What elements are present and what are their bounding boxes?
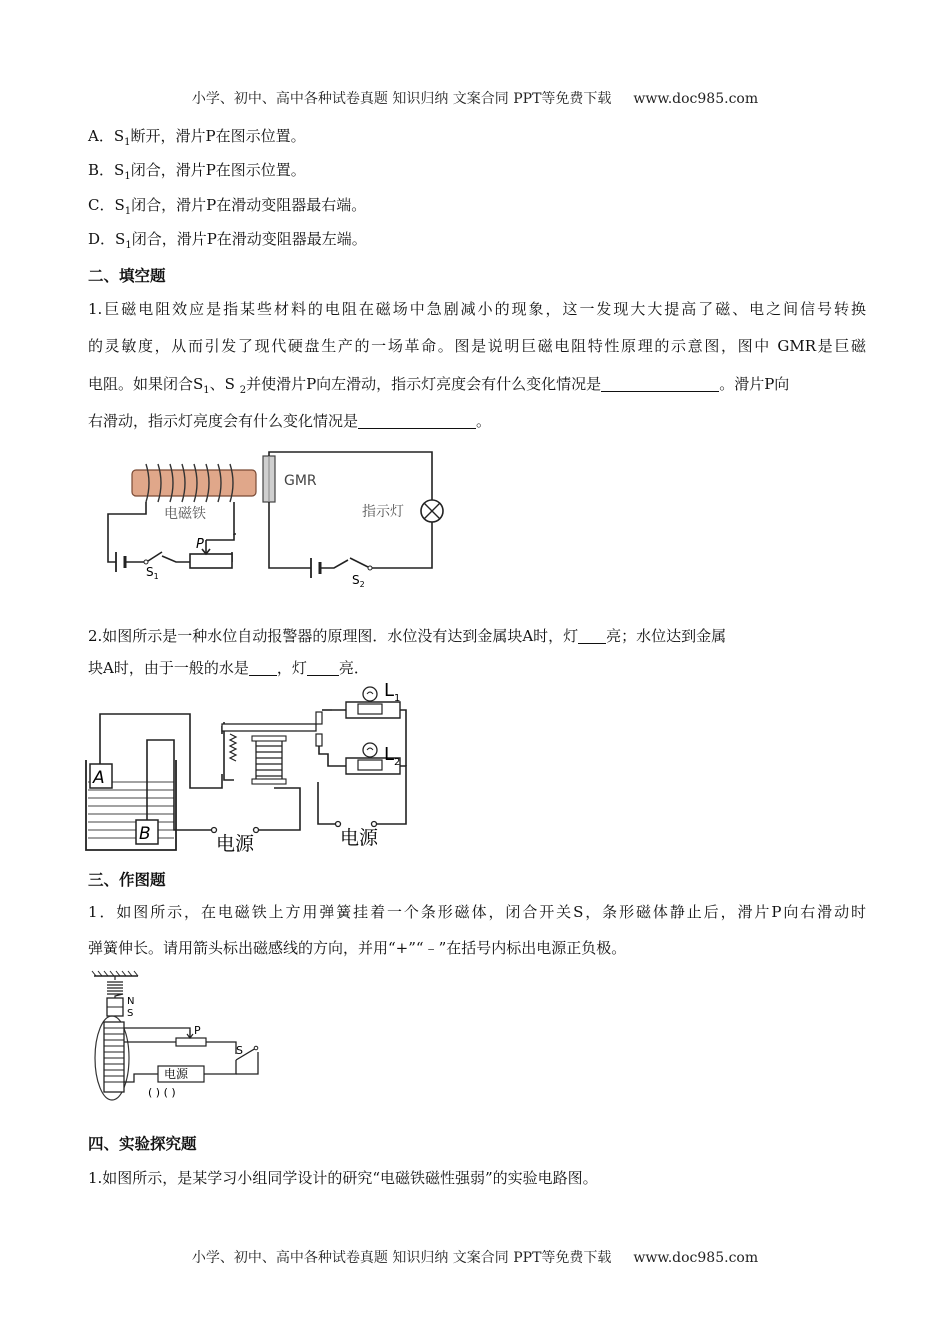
power-source-2-label: 电源 xyxy=(340,827,379,849)
slider-p-label: P xyxy=(194,1024,201,1037)
water-alarm-figure xyxy=(84,682,416,854)
answer-blank[interactable] xyxy=(249,661,277,676)
magnet-n-label: N xyxy=(127,996,135,1007)
q-fill2-line1: 2.如图所示是一种水位自动报警器的原理图．水位没有达到金属块A时，灯 亮；水位达到金属 xyxy=(88,627,727,645)
magnet-s-label: S xyxy=(127,1008,134,1019)
header-url[interactable]: www.doc985.com xyxy=(633,91,759,107)
section-experiment-title: 四、实验探究题 xyxy=(88,1135,197,1153)
lamp-label: 指示灯 xyxy=(362,504,404,520)
lamp-l2-label: $L_2$ xyxy=(384,744,401,768)
option-c: C．$S_1$闭合，滑片P在滑动变阻器最右端。 xyxy=(88,196,367,217)
footer-text: 小学、初中、高中各种试卷真题 知识归纳 文案合同 PPT等免费下载 xyxy=(191,1250,612,1266)
lamp-l1-label: $L_1$ xyxy=(384,682,401,704)
footer-url[interactable]: www.doc985.com xyxy=(633,1250,759,1266)
block-b-label: B xyxy=(139,824,151,844)
s1-label: $S_1$ xyxy=(146,565,159,581)
header-text: 小学、初中、高中各种试卷真题 知识归纳 文案合同 PPT等免费下载 xyxy=(191,91,612,107)
slider-p-label: P xyxy=(196,537,204,552)
lamp-l1-bulb xyxy=(363,687,377,701)
spring xyxy=(107,976,123,998)
answer-blank[interactable] xyxy=(358,414,476,429)
answer-blank[interactable] xyxy=(578,629,606,644)
electromagnet-core xyxy=(132,470,256,496)
answer-blank[interactable] xyxy=(601,377,719,392)
gmr-circuit-figure xyxy=(98,448,450,590)
switch-s-label: S xyxy=(236,1044,243,1057)
relay-spring xyxy=(230,734,236,761)
q-fill1-line2: 的灵敏度，从而引发了现代硬盘生产的一场革命。图是说明巨磁电阻特性原理的示意图，图中 GMR是巨磁 xyxy=(88,337,866,355)
gmr-label: GMR xyxy=(284,473,317,489)
option-a: A．$S_1$断开，滑片P在图示位置。 xyxy=(88,127,306,148)
switch-s1-pivot xyxy=(144,560,148,564)
relay-armature xyxy=(222,724,316,731)
power-label: 电源 xyxy=(164,1067,189,1081)
q-fill1-line3: 电阻。如果闭合$S_1$、S $_2$并使滑片P向左滑动，指示灯亮度会有什么变化情况是 。滑片P向 xyxy=(88,375,790,396)
option-d: D．$S_1$闭合，滑片P在滑动变阻器最左端。 xyxy=(88,230,367,251)
answer-blank[interactable] xyxy=(307,661,339,676)
q-fill1-line4: 右滑动，指示灯亮度会有什么变化情况是 。 xyxy=(88,412,492,430)
switch-s1[interactable] xyxy=(148,552,162,561)
rheostat[interactable] xyxy=(176,1038,206,1046)
rheostat[interactable] xyxy=(190,554,232,568)
q-fill2-line2: 块A时，由于一般的水是 ，灯 亮． xyxy=(88,659,369,677)
lamp-l2-bulb xyxy=(363,743,377,757)
page-footer xyxy=(0,1247,950,1267)
upper-contact xyxy=(316,712,322,724)
q-fill1-line1: 1.巨磁电阻效应是指某些材料的电阻在磁场中急剧减小的现象，这一发现大大提高了磁、电之间信号转换 xyxy=(88,300,866,318)
switch-s2[interactable] xyxy=(350,558,368,567)
option-b: B．$S_1$闭合，滑片P在图示位置。 xyxy=(88,161,306,182)
block-a-label: A xyxy=(93,768,105,788)
electromagnet-spring-figure xyxy=(86,970,268,1104)
polarity-brackets: ( ) ( ) xyxy=(148,1086,176,1099)
q-exp1-line1: 1.如图所示，是某学习小组同学设计的研究“电磁铁磁性强弱”的实验电路图。 xyxy=(88,1169,598,1187)
electromagnet-label: 电磁铁 xyxy=(164,506,206,522)
battery-1 xyxy=(116,552,125,572)
q-draw1-line2: 弹簧伸长。请用箭头标出磁感线的方向，并用“+”“﹣”在括号内标出电源正负极。 xyxy=(88,939,627,957)
s2-label: $S_2$ xyxy=(352,573,365,589)
lower-contact xyxy=(316,734,322,746)
water-lines xyxy=(88,782,174,838)
section-fill-title: 二、填空题 xyxy=(88,267,166,285)
power-source-1-label: 电源 xyxy=(216,833,255,854)
q-draw1-line1: 1．如图所示，在电磁铁上方用弹簧挂着一个条形磁体，闭合开关S，条形磁体静止后，滑片P向右滑动时 xyxy=(88,903,866,921)
battery-2 xyxy=(311,558,320,578)
page-header xyxy=(0,88,950,108)
section-draw-title: 三、作图题 xyxy=(88,871,166,889)
